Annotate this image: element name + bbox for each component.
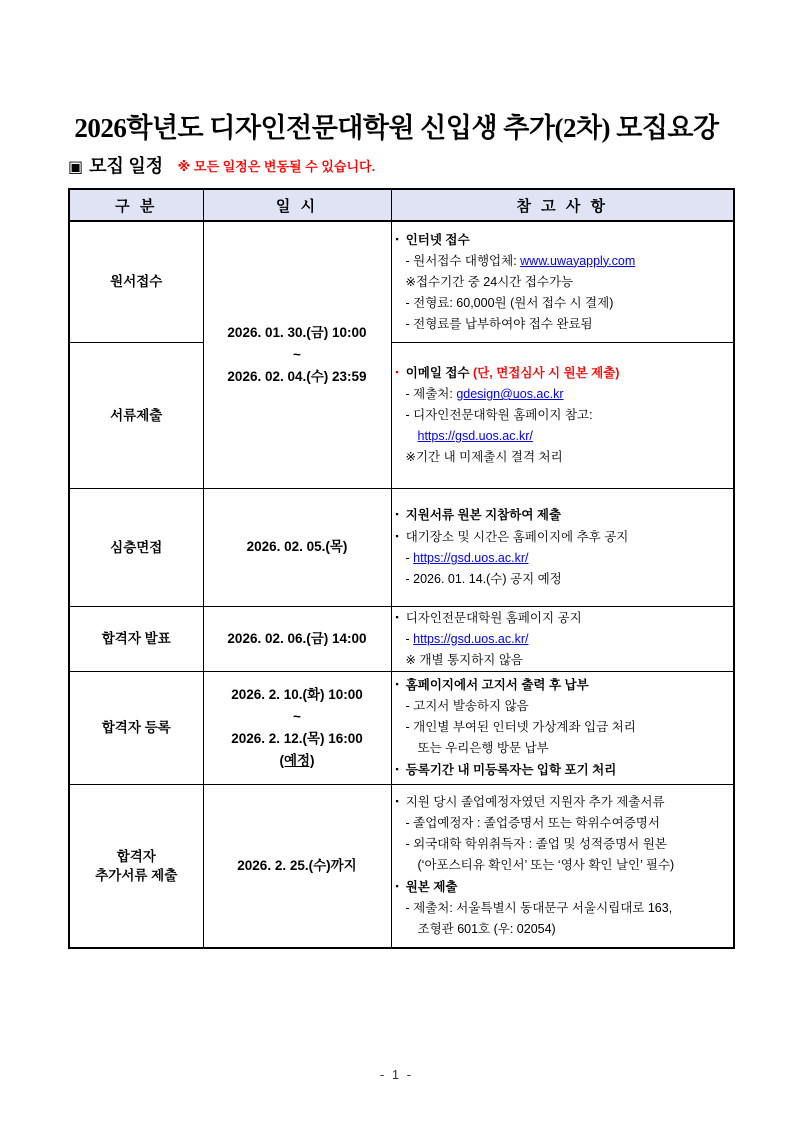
remark-line: - 제출처: 서울특별시 동대문구 서울시립대로 163, xyxy=(405,901,673,916)
col-header-category: 구 분 xyxy=(69,189,203,221)
datetime-tilde: ~ xyxy=(293,346,301,362)
datetime-line: 2026. 2. 10.(화) 10:00 xyxy=(231,686,363,702)
remarks-cell xyxy=(391,671,734,784)
section-heading xyxy=(68,152,375,178)
remarks-cell xyxy=(391,488,734,606)
remark-line xyxy=(392,791,734,813)
remark-line: ※기간 내 미제출시 결격 처리 xyxy=(405,450,563,464)
remark-text: 이메일 접수 xyxy=(405,366,474,380)
datetime-line: 2026. 2. 12.(목) 16:00 xyxy=(231,730,363,746)
category-cell: 서류제출 xyxy=(69,342,203,488)
remark-line: (‘아포스티유 확인서’ 또는 ‘영사 확인 날인’ 필수) xyxy=(417,858,675,873)
remark-line: - 2026. 01. 14.(수) 공지 예정 xyxy=(405,572,562,586)
col-header-remarks: 참 고 사 항 xyxy=(391,189,734,221)
datetime-cell: 2026. 2. 25.(수)까지 xyxy=(203,784,391,948)
remark-line xyxy=(392,759,734,781)
table-row-documents xyxy=(69,342,734,488)
remark-line: - 고지서 발송하지 않음 xyxy=(405,699,529,713)
remark-line xyxy=(392,384,734,405)
remark-line xyxy=(392,426,734,447)
remark-text: - 원서접수 대행업체: xyxy=(405,253,521,268)
schedule-table xyxy=(68,188,735,949)
category-cell: 합격자 등록 xyxy=(69,671,203,784)
remark-text: 대기장소 및 시간은 홈페이지에 추후 공지 xyxy=(405,530,629,544)
datetime-cell: 2026. 02. 05.(목) xyxy=(203,488,391,606)
remark-line xyxy=(392,629,734,650)
datetime-cell xyxy=(203,221,391,488)
remark-text: 디자인전문대학원 홈페이지 공지 xyxy=(405,610,582,625)
bullet-icon: ▪ xyxy=(395,531,399,541)
category-cell: 원서접수 xyxy=(69,221,203,342)
link-gsd-homepage[interactable]: https://gsd.uos.ac.kr/ xyxy=(417,429,533,443)
datetime-line: 2026. 01. 30.(금) 10:00 xyxy=(227,324,367,340)
section-note: ※ 모든 일정은 변동될 수 있습니다. xyxy=(177,159,376,174)
page-number: - 1 - xyxy=(379,1067,414,1082)
table-row-application xyxy=(69,221,734,342)
remarks-cell xyxy=(391,221,734,342)
remark-text: 등록기간 내 미등록자는 입학 포기 처리 xyxy=(405,763,617,777)
col-header-datetime: 일 시 xyxy=(203,189,391,221)
remark-line xyxy=(392,526,734,548)
link-uwayapply[interactable]: www.uwayapply.com xyxy=(520,253,636,268)
remark-line xyxy=(392,607,734,629)
remark-text: 인터넷 접수 xyxy=(405,232,470,247)
link-gdesign-email[interactable]: gdesign@uos.ac.kr xyxy=(456,387,564,401)
remark-line: ※접수기간 중 24시간 접수가능 xyxy=(405,274,574,289)
remark-line xyxy=(392,876,734,898)
remark-line: - 전형료: 60,000원 (원서 접수 시 결제) xyxy=(405,295,614,310)
remarks-cell xyxy=(391,342,734,488)
table-header-row xyxy=(69,189,734,221)
remarks-cell xyxy=(391,784,734,948)
datetime-line: 2026. 02. 04.(수) 23:59 xyxy=(227,368,367,384)
datetime-cell: 2026. 02. 06.(금) 14:00 xyxy=(203,606,391,671)
bullet-icon: ▪ xyxy=(395,796,399,807)
section-heading-label: 모집 일정 xyxy=(89,156,164,176)
datetime-tilde: ~ xyxy=(293,708,301,724)
bullet-icon: ▪ xyxy=(395,679,399,689)
remark-text: 홈페이지에서 고지서 출력 후 납부 xyxy=(405,678,589,692)
datetime-cell xyxy=(203,671,391,784)
remark-line: - 개인별 부여된 인터넷 가상계좌 입금 처리 xyxy=(405,720,636,734)
category-line: 추가서류 제출 xyxy=(95,867,178,883)
bullet-icon: ▪ xyxy=(395,509,399,519)
remark-line: - 전형료를 납부하여야 접수 완료됨 xyxy=(405,316,593,331)
table-row-announcement xyxy=(69,606,734,671)
remark-line xyxy=(392,251,734,272)
remark-text: 지원 당시 졸업예정자였던 지원자 추가 제출서류 xyxy=(405,795,665,810)
remark-line: 또는 우리은행 방문 납부 xyxy=(417,741,549,755)
table-row-interview xyxy=(69,488,734,606)
bullet-icon: ▪ xyxy=(395,881,399,892)
remark-line: ※ 개별 통지하지 않음 xyxy=(405,652,523,667)
bullet-icon: ▪ xyxy=(395,764,399,774)
bullet-icon: ▪ xyxy=(395,611,399,622)
remark-line: - 졸업예정자 : 졸업증명서 또는 학위수여증명서 xyxy=(405,816,660,831)
remark-text: 원본 제출 xyxy=(405,880,458,895)
remark-line xyxy=(392,674,734,696)
category-line: 합격자 xyxy=(116,848,156,864)
remark-line xyxy=(392,362,734,384)
remark-text: 지원서류 원본 지참하여 제출 xyxy=(405,508,562,522)
remark-line xyxy=(392,548,734,569)
table-row-registration xyxy=(69,671,734,784)
section-square-icon: ▣ xyxy=(68,159,84,176)
remark-text: - xyxy=(405,551,414,565)
remark-line: - 디자인전문대학원 홈페이지 참고: xyxy=(405,408,593,422)
remark-line xyxy=(392,229,734,251)
bullet-icon: ▪ xyxy=(395,233,399,244)
remark-text: - xyxy=(405,631,414,646)
remark-text-red: (단, 면접심사 시 원본 제출) xyxy=(473,366,620,380)
remarks-cell xyxy=(391,606,734,671)
link-gsd-homepage[interactable]: https://gsd.uos.ac.kr/ xyxy=(413,551,529,565)
remark-line xyxy=(392,504,734,526)
remark-text: - 제출처: xyxy=(405,387,457,401)
link-gsd-homepage[interactable]: https://gsd.uos.ac.kr/ xyxy=(413,631,529,646)
page-title: 2026학년도 디자인전문대학원 신입생 추가(2차) 모집요강 xyxy=(74,113,719,143)
remark-line: 조형관 601호 (우: 02054) xyxy=(417,922,556,937)
table-row-additional-documents xyxy=(69,784,734,948)
category-cell: 합격자 발표 xyxy=(69,606,203,671)
category-cell: 심층면접 xyxy=(69,488,203,606)
bullet-icon: ▪ xyxy=(395,367,399,377)
datetime-tentative-label: (예정) xyxy=(279,752,315,768)
category-cell xyxy=(69,784,203,948)
remark-line: - 외국대학 학위취득자 : 졸업 및 성적증명서 원본 xyxy=(405,837,667,852)
